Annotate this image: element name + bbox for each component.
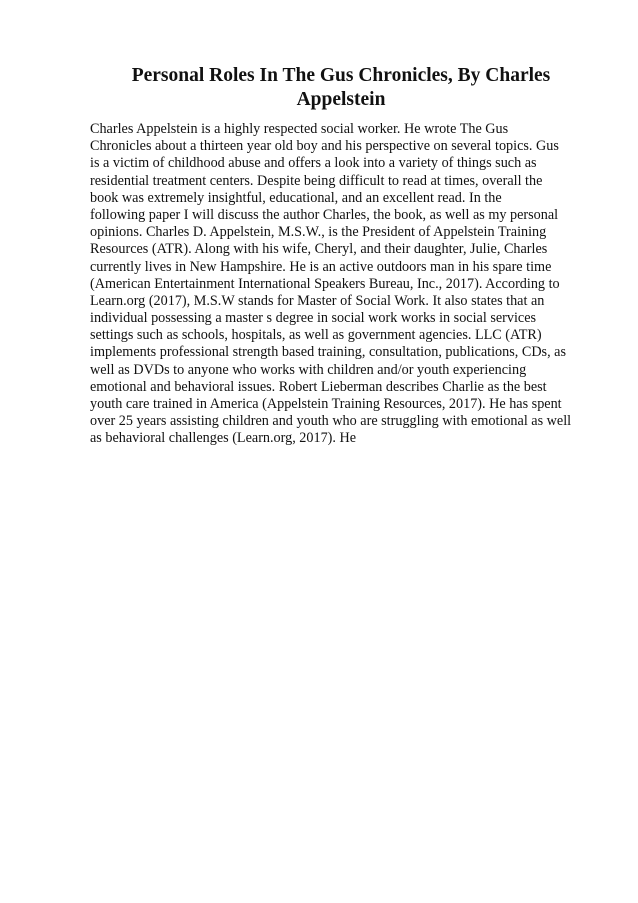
body-line: is a victim of childhood abuse and offers a look into a variety of things such as	[90, 155, 537, 172]
body-line: emotional and behavioral issues. Robert Lieberman describes Charlie as the best	[90, 378, 547, 395]
body-line: currently lives in New Hampshire. He is an active outdoors man in his spare time	[90, 258, 552, 275]
body-line: Learn.org (2017), M.S.W stands for Master of Social Work. It also states that an	[90, 292, 545, 309]
body-line: settings such as schools, hospitals, as well as government agencies. LLC (ATR)	[90, 327, 542, 344]
body-line: opinions. Charles D. Appelstein, M.S.W., is the President of Appelstein Training	[90, 224, 547, 241]
body-line: well as DVDs to anyone who works with children and/or youth experiencing	[90, 361, 527, 378]
body-line: individual possessing a master s degree in social work works in social services	[90, 310, 537, 327]
title-line-1: Personal Roles In The Gus Chronicles, By Charles	[131, 65, 551, 86]
document-body	[90, 121, 590, 448]
body-line: Resources (ATR). Along with his wife, Cheryl, and their daughter, Julie, Charles	[90, 241, 548, 258]
body-line: over 25 years assisting children and youth who are struggling with emotional as well	[90, 413, 572, 430]
body-line: implements professional strength based training, consultation, publications, CDs, as	[90, 344, 566, 361]
body-line: book was extremely insightful, educational, and an excellent read. In the	[90, 189, 502, 206]
body-line: residential treatment centers. Despite being difficult to read at times, overall the	[90, 172, 543, 189]
body-line: Chronicles about a thirteen year old boy and his perspective on several topics. Gus	[90, 138, 559, 155]
body-line: following paper I will discuss the author Charles, the book, as well as my personal	[90, 206, 559, 223]
title-line-2: Appelstein	[296, 89, 386, 110]
body-line: youth care trained in America (Appelstein Training Resources, 2017). He has spent	[90, 396, 562, 412]
body-line: (American Entertainment International Speakers Bureau, Inc., 2017). According to	[90, 275, 560, 292]
document-title	[110, 64, 572, 112]
body-line: as behavioral challenges (Learn.org, 2017). He	[90, 430, 357, 447]
body-line: Charles Appelstein is a highly respected social worker. He wrote The Gus	[90, 121, 509, 137]
